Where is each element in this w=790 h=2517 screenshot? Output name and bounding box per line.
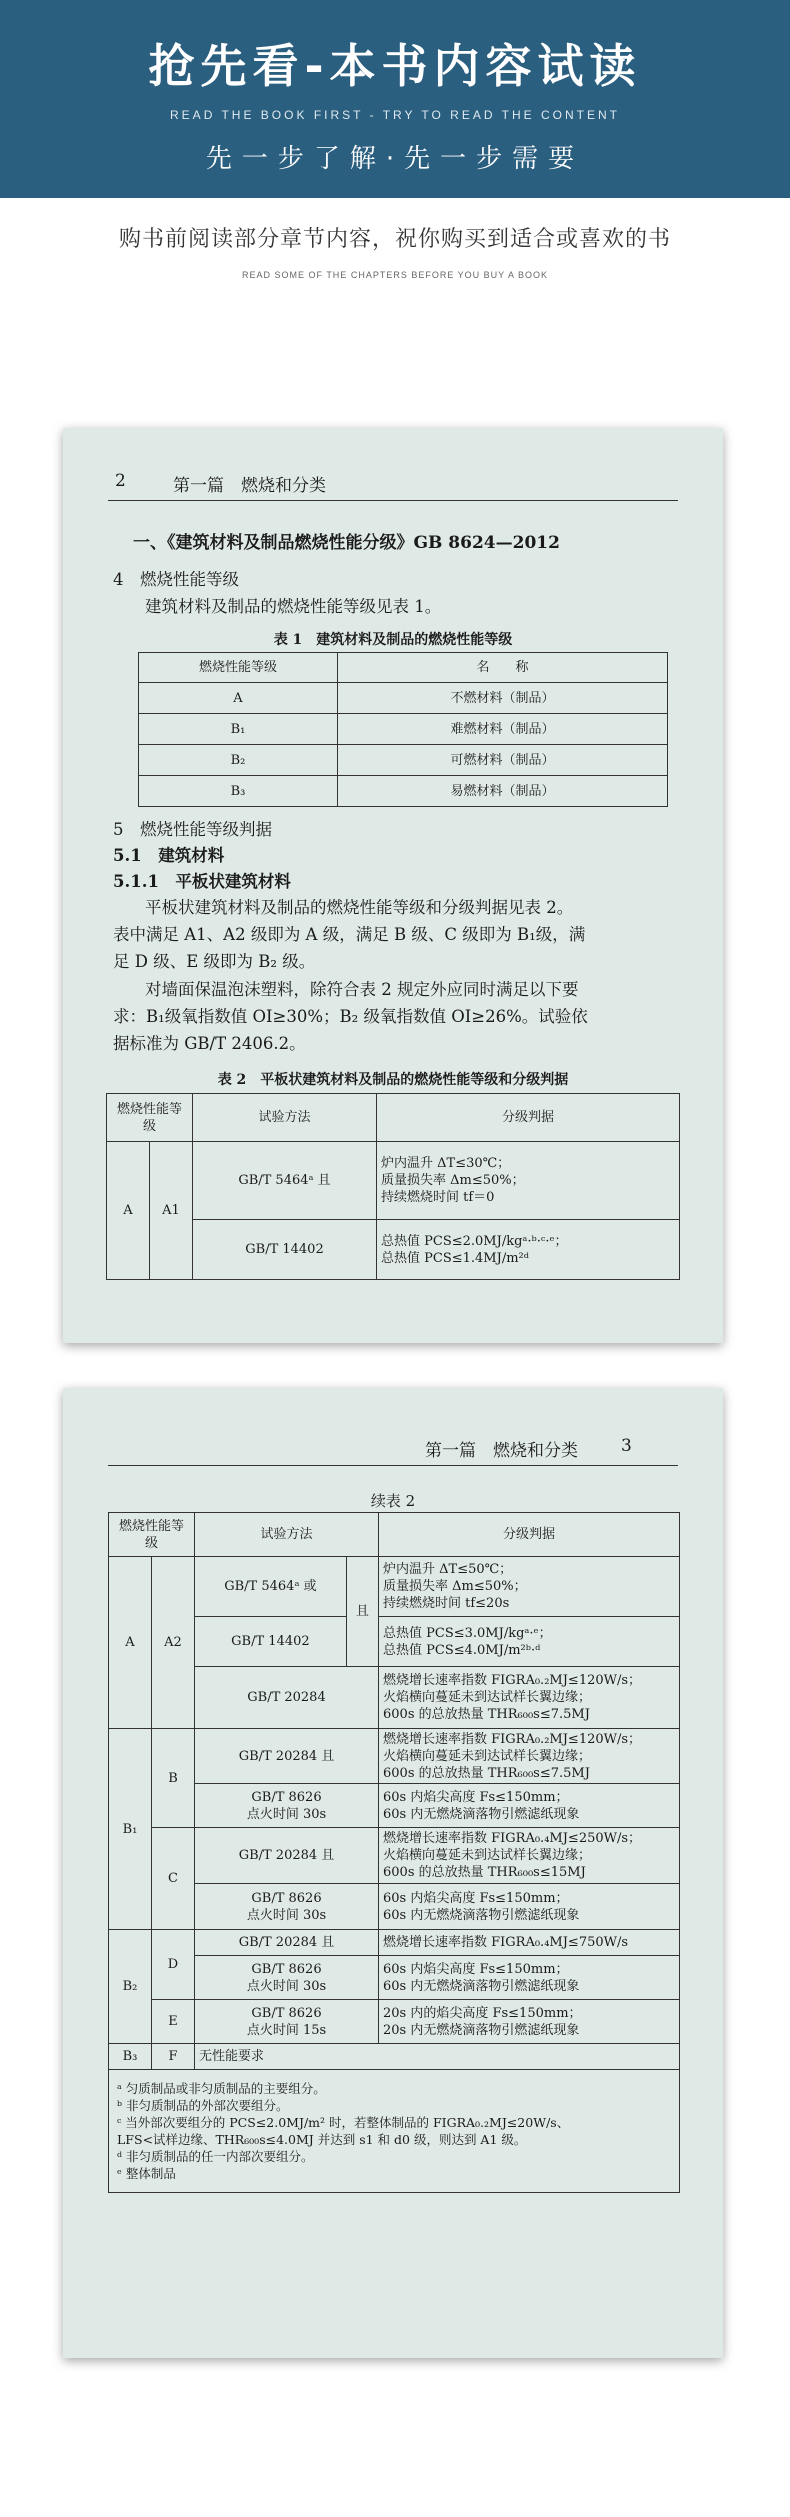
subgrade-cell: A2 <box>152 1557 195 1729</box>
paragraph-line: 表中满足 A1、A2 级即为 A 级，满足 B 级、C 级即为 B₁级，满 <box>113 925 586 944</box>
criteria-cell: 燃烧增长速率指数 FIGRA₀.₄MJ≤750W/s <box>379 1930 680 1956</box>
method-cell: GB/T 20284 <box>195 1667 379 1729</box>
para-4: 建筑材料及制品的燃烧性能等级见表 1。 <box>145 597 442 616</box>
table-cell: B₁ <box>139 714 338 745</box>
table-cell: 易燃材料（制品） <box>338 776 668 807</box>
method-cell: GB/T 14402 <box>195 1617 347 1667</box>
table-cell: B₂ <box>139 745 338 776</box>
subgrade-cell: D <box>152 1930 195 2000</box>
banner-slogan: 先一步了解·先一步需要 <box>205 144 585 174</box>
criteria-cell: 总热值 PCS≤2.0MJ/kgᵃ·ᵇ·ᶜ·ᵉ； 总热值 PCS≤1.4MJ/m²ᵈ <box>377 1220 680 1280</box>
header-cell: 分级判据 <box>379 1513 680 1557</box>
heading-4: 4 燃烧性能等级 <box>113 570 239 589</box>
paragraph-line: 据标准为 GB/T 2406.2。 <box>113 1034 306 1053</box>
table-1 <box>138 652 668 807</box>
banner-title: 抢先看-本书内容试读 <box>148 39 642 93</box>
subgrade-cell: F <box>152 2044 195 2070</box>
table-cell: A <box>139 683 338 714</box>
intro-text-en: READ SOME OF THE CHAPTERS BEFORE YOU BUY A BOOK <box>241 270 549 280</box>
section-title: 一、《建筑材料及制品燃烧性能分级》GB 8624—2012 <box>133 533 560 553</box>
method-cell: GB/T 8626 点火时间 30s <box>195 1784 379 1828</box>
subgrade-cell: B <box>152 1729 195 1828</box>
book-page-3 <box>63 1388 723 2358</box>
and-cell: 且 <box>346 1557 378 1667</box>
book-page-2 <box>63 428 723 1343</box>
banner-subtitle: READ THE BOOK FIRST - TRY TO READ THE CONTENT <box>170 108 620 122</box>
table-cell: B₃ <box>139 776 338 807</box>
method-cell: GB/T 8626 点火时间 30s <box>195 1956 379 2000</box>
subgrade-cell: C <box>152 1828 195 1930</box>
method-cell: GB/T 20284 且 <box>195 1930 379 1956</box>
method-cell: GB/T 14402 <box>193 1220 377 1280</box>
header-rule <box>108 500 678 501</box>
intro-text: 购书前阅读部分章节内容，祝你购买到适合或喜欢的书 <box>118 227 671 252</box>
criteria-cell: 燃烧增长速率指数 FIGRA₀.₄MJ≤250W/s； 火焰横向蔓延未到达试样长翼边缘； 600s 的总放热量 THR₆₀₀s≤15MJ <box>379 1828 680 1884</box>
subgrade-cell: E <box>152 2000 195 2044</box>
table-cell: 难燃材料（制品） <box>338 714 668 745</box>
grade-cell: B₃ <box>109 2044 152 2070</box>
method-cell: GB/T 20284 且 <box>195 1729 379 1784</box>
table-cell: 可燃材料（制品） <box>338 745 668 776</box>
footnotes: ᵃ 匀质制品或非匀质制品的主要组分。 ᵇ 非匀质制品的外部次要组分。 ᶜ 当外部次要组分的 PCS≤2.0MJ/m² 时，若整体制品的 FIGRA₀.₂MJ≤20W/s、 LFS<试样边缘、THR₆₀₀s≤4.0MJ 并达到 s1 和 d0 级，则达到 A1 级。 ᵈ 非匀质制品的任一内部次要组分。 ᵉ 整体制品 <box>109 2070 680 2193</box>
criteria-cell: 60s 内焰尖高度 Fs≤150mm； 60s 内无燃烧滴落物引燃滤纸现象 <box>379 1784 680 1828</box>
grade-cell: A <box>109 1557 152 1729</box>
grade-cell: B₁ <box>109 1729 152 1930</box>
table2-header: 试验方法 <box>193 1094 377 1142</box>
paragraph-line: 对墙面保温泡沫塑料，除符合表 2 规定外应同时满足以下要 <box>145 980 579 999</box>
heading-5: 5 燃烧性能等级判据 <box>113 820 272 839</box>
table1-header: 名 称 <box>338 653 668 683</box>
criteria-cell: 炉内温升 ΔT≤30℃； 质量损失率 Δm≤50%； 持续燃烧时间 tf＝0 <box>377 1142 680 1220</box>
criteria-cell: 无性能要求 <box>195 2044 680 2070</box>
table1-caption: 表 1 建筑材料及制品的燃烧性能等级 <box>273 632 513 648</box>
running-head: 第一篇 燃烧和分类 <box>173 476 326 496</box>
page-number: 2 <box>115 471 126 491</box>
method-cell: GB/T 8626 点火时间 30s <box>195 1884 379 1930</box>
header-cell: 燃烧性能等级 <box>109 1513 195 1557</box>
table2-caption: 表 2 平板状建筑材料及制品的燃烧性能等级和分级判据 <box>217 1072 569 1088</box>
page-number: 3 <box>621 1436 632 1456</box>
promo-banner <box>0 0 790 198</box>
criteria-cell: 炉内温升 ΔT≤50℃； 质量损失率 Δm≤50%； 持续燃烧时间 tf≤20s <box>379 1557 680 1617</box>
grade-cell: B₂ <box>109 1930 152 2044</box>
paragraph-line: 平板状建筑材料及制品的燃烧性能等级和分级判据见表 2。 <box>145 898 574 917</box>
grade-cell: A <box>107 1142 150 1280</box>
heading-5-1-1: 5.1.1 平板状建筑材料 <box>113 872 291 891</box>
criteria-cell: 20s 内的焰尖高度 Fs≤150mm； 20s 内无燃烧滴落物引燃滤纸现象 <box>379 2000 680 2044</box>
method-cell: GB/T 5464ᵃ 或 <box>195 1557 347 1617</box>
table2-header: 分级判据 <box>377 1094 680 1142</box>
table1-header: 燃烧性能等级 <box>139 653 338 683</box>
subgrade-cell: A1 <box>150 1142 193 1280</box>
header-cell: 试验方法 <box>195 1513 379 1557</box>
heading-5-1: 5.1 建筑材料 <box>113 846 225 865</box>
header-rule <box>108 1465 678 1466</box>
paragraph-line: 足 D 级、E 级即为 B₂ 级。 <box>113 952 316 971</box>
method-cell: GB/T 8626 点火时间 15s <box>195 2000 379 2044</box>
criteria-cell: 60s 内焰尖高度 Fs≤150mm； 60s 内无燃烧滴落物引燃滤纸现象 <box>379 1956 680 2000</box>
table-2-continued <box>108 1512 680 2193</box>
method-cell: GB/T 20284 且 <box>195 1828 379 1884</box>
criteria-cell: 燃烧增长速率指数 FIGRA₀.₂MJ≤120W/s； 火焰横向蔓延未到达试样长翼边缘； 600s 的总放热量 THR₆₀₀s≤7.5MJ <box>379 1667 680 1729</box>
table2-header: 燃烧性能等级 <box>107 1094 193 1142</box>
paragraph-line: 求：B₁级氧指数值 OI≥30%；B₂ 级氧指数值 OI≥26%。试验依 <box>113 1007 588 1026</box>
criteria-cell: 总热值 PCS≤3.0MJ/kgᵃ·ᵉ； 总热值 PCS≤4.0MJ/m²ᵇ·ᵈ <box>379 1617 680 1667</box>
criteria-cell: 60s 内焰尖高度 Fs≤150mm； 60s 内无燃烧滴落物引燃滤纸现象 <box>379 1884 680 1930</box>
table-2 <box>106 1093 680 1280</box>
continued-caption: 续表 2 <box>370 1492 416 1510</box>
running-head: 第一篇 燃烧和分类 <box>425 1441 578 1461</box>
criteria-cell: 燃烧增长速率指数 FIGRA₀.₂MJ≤120W/s； 火焰横向蔓延未到达试样长翼边缘； 600s 的总放热量 THR₆₀₀s≤7.5MJ <box>379 1729 680 1784</box>
method-cell: GB/T 5464ᵃ 且 <box>193 1142 377 1220</box>
table-cell: 不燃材料（制品） <box>338 683 668 714</box>
